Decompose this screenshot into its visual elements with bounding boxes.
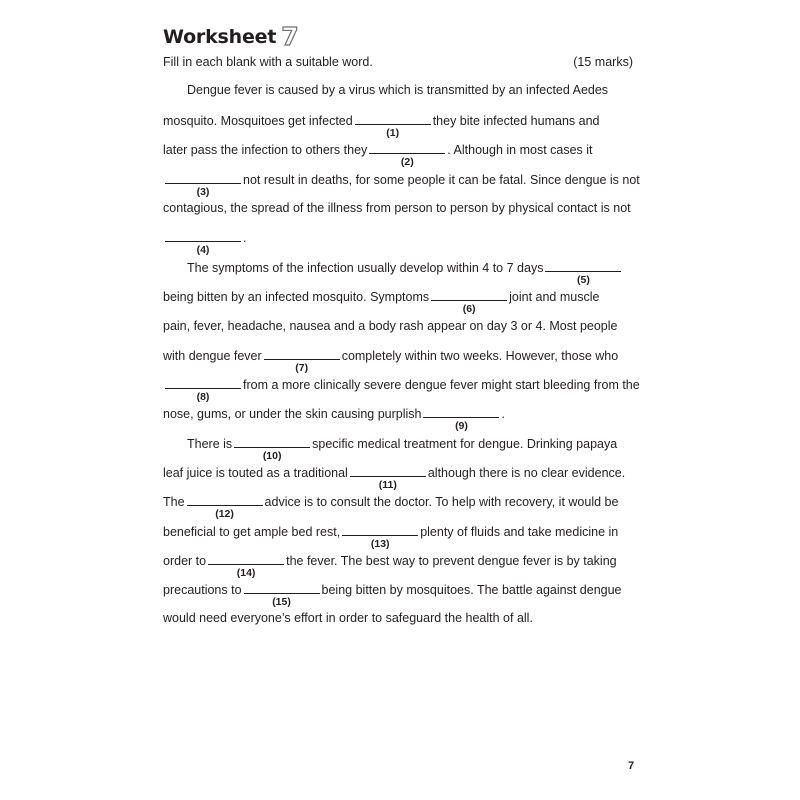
passage-line <box>163 112 600 139</box>
passage-line <box>163 581 622 608</box>
passage-text: being bitten by mosquitoes. The battle against dengue <box>321 583 622 597</box>
answer-blank[interactable] <box>342 523 418 550</box>
blank-number: (7) <box>295 362 309 374</box>
passage-text: the fever. The best way to prevent dengue fever is by taking <box>286 554 617 568</box>
blank-number: (4) <box>196 244 210 256</box>
blank-number: (13) <box>370 538 390 550</box>
blank-number: (10) <box>262 450 282 462</box>
answer-blank[interactable] <box>545 259 621 286</box>
blank-number: (9) <box>455 420 468 432</box>
passage-text: with dengue fever <box>163 349 262 363</box>
blank-number: (12) <box>215 508 234 520</box>
page-number: 7 <box>628 760 635 772</box>
answer-blank[interactable] <box>244 581 320 608</box>
blank-number: (3) <box>196 186 210 198</box>
passage-text: from a more clinically severe dengue fever might start bleeding from the <box>243 378 640 392</box>
passage-line <box>163 318 618 334</box>
blank-number: (8) <box>196 391 210 403</box>
passage-text: completely within two weeks. However, those who <box>341 349 619 363</box>
worksheet-number: 7 <box>281 22 299 51</box>
answer-blank[interactable] <box>264 347 340 374</box>
passage-line <box>163 405 505 432</box>
answer-blank[interactable] <box>369 141 445 168</box>
passage-line <box>163 288 600 315</box>
passage-text: specific medical treatment for dengue. Drinking papaya <box>312 437 618 451</box>
passage-text: Dengue fever is caused by a virus which is transmitted by an infected Aedes <box>187 83 609 97</box>
passage-text: order to <box>163 554 207 568</box>
passage-line <box>163 376 640 403</box>
passage-text: The <box>163 495 185 509</box>
passage-line <box>163 229 247 256</box>
passage-text: There is <box>187 437 233 451</box>
answer-blank[interactable] <box>423 405 499 432</box>
passage-text: would need everyone’s effort in order to safeguard the health of all. <box>163 611 533 625</box>
passage-line <box>163 464 626 491</box>
answer-blank[interactable] <box>234 435 310 462</box>
answer-blank[interactable] <box>165 229 241 256</box>
passage-line <box>163 610 533 626</box>
blank-number: (2) <box>400 156 414 168</box>
answer-blank[interactable] <box>208 552 284 579</box>
blank-number: (5) <box>577 274 590 286</box>
passage-line <box>163 171 640 198</box>
passage-text: pain, fever, headache, nausea and a body rash appear on day 3 or 4. Most people <box>163 319 618 333</box>
answer-blank[interactable] <box>431 288 507 315</box>
passage-line <box>163 82 608 98</box>
passage-text: leaf juice is touted as a traditional <box>163 466 348 480</box>
passage-text: advice is to consult the doctor. To help with recovery, it would be <box>264 495 619 509</box>
passage-text: precautions to <box>163 583 242 597</box>
instructions: Fill in each blank with a suitable word. <box>163 55 373 69</box>
answer-blank[interactable] <box>355 112 431 139</box>
passage-text: not result in deaths, for some people it can be fatal. Since dengue is not <box>243 173 640 187</box>
worksheet-title-text: Worksheet <box>163 26 277 48</box>
passage-text: later pass the infection to others they <box>163 143 368 157</box>
blank-number: (15) <box>272 596 291 608</box>
blank-number: (14) <box>236 567 256 579</box>
answer-blank[interactable] <box>350 464 426 491</box>
answer-blank[interactable] <box>187 493 263 520</box>
passage-line <box>163 141 593 168</box>
passage-text: . Although in most cases it <box>447 143 593 157</box>
answer-blank[interactable] <box>165 376 241 403</box>
answer-blank[interactable] <box>165 171 241 198</box>
passage-line <box>163 523 619 550</box>
passage-text: plenty of fluids and take medicine in <box>420 525 619 539</box>
blank-number: (6) <box>462 303 476 315</box>
passage-text: joint and muscle <box>509 290 600 304</box>
passage-text: contagious, the spread of the illness from person to person by physical contact is not <box>163 201 631 215</box>
passage-text: . <box>501 407 505 421</box>
total-marks: (15 marks) <box>573 55 633 69</box>
passage-text: although there is no clear evidence. <box>427 466 626 480</box>
blank-number: (1) <box>386 127 400 139</box>
passage-line <box>163 552 617 579</box>
passage-text: . <box>243 231 247 245</box>
blank-number: (11) <box>378 479 397 491</box>
passage-text: being bitten by an infected mosquito. Symptoms <box>163 290 430 304</box>
passage-text: mosquito. Mosquitoes get infected <box>163 114 353 128</box>
passage-line <box>163 259 623 286</box>
passage-text: The symptoms of the infection usually develop within 4 to 7 days <box>187 261 544 275</box>
passage-text: they bite infected humans and <box>432 114 600 128</box>
passage-line <box>163 493 619 520</box>
passage-text: nose, gums, or under the skin causing purplish <box>163 407 422 421</box>
worksheet-title <box>163 24 298 49</box>
passage-line <box>163 347 619 374</box>
passage-line <box>163 435 618 462</box>
passage-line <box>163 200 631 216</box>
passage-text: beneficial to get ample bed rest, <box>163 525 341 539</box>
